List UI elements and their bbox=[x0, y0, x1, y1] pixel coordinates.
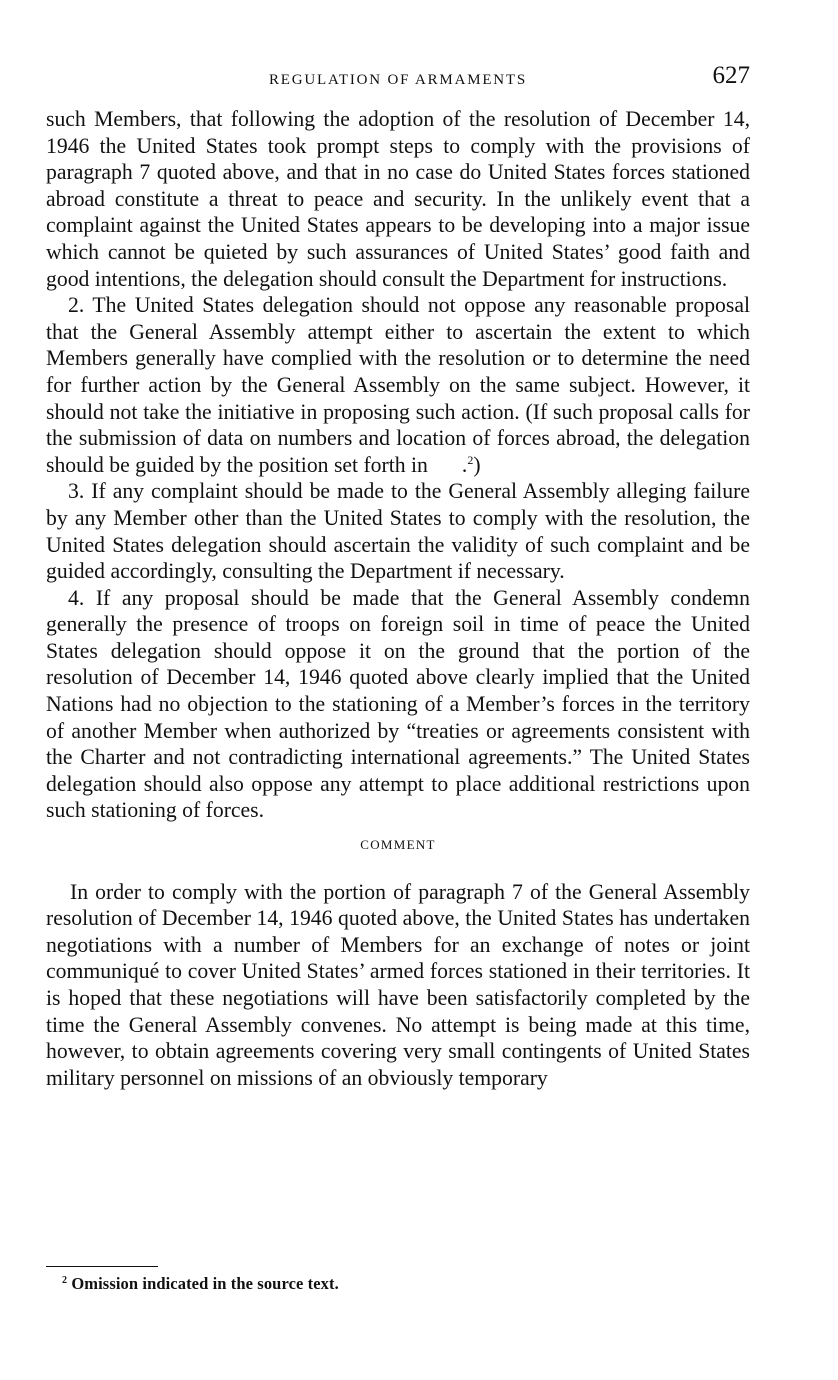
comment-heading: COMMENT bbox=[360, 837, 436, 853]
item-2-text: 2. The United States delegation should not oppose any reasonable proposal that the General Assembly attempt either to ascertain the extent to which Members generally have complied with the resolution or to determine the need for further action by the General Assembly on the same subject. However, it should not take the initiative in proposing such action. (If such proposal calls for the submission of data on numbers and location of forces abroad, the delegation should be guided by the position set forth in bbox=[46, 293, 750, 477]
comment-paragraph: In order to comply with the portion of paragraph 7 of the General Assembly resolution of December 14, 1946 quoted above, the United States has undertaken negotiations with a number of Members for an exchange of notes or joint communiqué to cover United States’ armed forces stationed in their territories. It is hoped that these negotiations will have been satisfactorily completed by the time the General Assembly convenes. No attempt is being made at this time, however, to obtain agreements covering very small contingents of United States military personnel on missions of an obviously temporary bbox=[46, 879, 750, 1090]
footnote bbox=[62, 1274, 339, 1294]
running-header bbox=[46, 62, 750, 98]
footnote-marker: 2 bbox=[62, 1275, 68, 1286]
page-number: 627 bbox=[712, 62, 750, 89]
footnote-divider bbox=[46, 1266, 158, 1267]
footnote-text: Omission indicated in the source text. bbox=[71, 1274, 339, 1293]
item-2-paragraph bbox=[46, 292, 750, 478]
item-2-end: . bbox=[461, 452, 468, 477]
comment-section bbox=[46, 879, 750, 1092]
item-4-paragraph: 4. If any proposal should be made that the General Assembly condemn generally the presence of troops on foreign soil in time of peace the United States delegation should oppose it on the ground that the portion of the resolution of December 14, 1946 quoted above clearly implied that the United Nations had no objection to the stationing of a Member’s forces in the territory of another Member when authorized by “treaties or agreements consistent with the Charter and not contradicting international agreements.” The United States delegation should also oppose any attempt to place additional restrictions upon such stationing of forces. bbox=[46, 585, 750, 823]
running-title: REGULATION OF ARMAMENTS bbox=[268, 72, 528, 88]
item-2-close: ) bbox=[473, 452, 481, 477]
body-text bbox=[46, 106, 750, 1091]
continuation-paragraph: such Members, that following the adoption of the resolution of December 14, 1946 the United States took prompt steps to comply with the provisions of paragraph 7 quoted above, and that in no case do United States forces stationed abroad constitute a threat to peace and security. In the unlikely event that a complaint against the United States appears to be developing into a major issue which cannot be quieted by such assurances of United States’ good faith and good intentions, the delegation should consult the Department for instructions. bbox=[46, 107, 750, 291]
footnote-reference: 2 bbox=[467, 452, 474, 467]
item-3-paragraph: 3. If any complaint should be made to the General Assembly alleging failure by any Member other than the United States to comply with the resolution, the United States delegation should ascertain the validity of such complaint and be guided accordingly, consulting the Department if necessary. bbox=[46, 479, 750, 584]
document-page bbox=[46, 62, 750, 1091]
